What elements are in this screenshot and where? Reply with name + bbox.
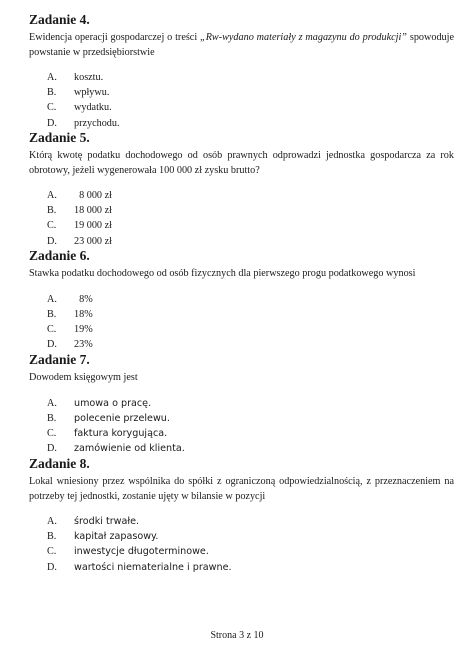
task-8 [29,456,454,575]
answer-list [29,396,454,457]
answer-text: 18 000 zł [74,205,112,217]
answer-text: 18% [74,308,93,320]
answer-letter: D. [47,443,57,455]
task-title: Zadanie 4. [29,12,90,27]
question-quote: „Rw-wydano materiały z magazynu do produkcji” [200,32,407,43]
answer-text: wydatku. [74,102,112,114]
question-text: Ewidencja operacji gospodarczej o treści [29,32,201,43]
task-title: Zadanie 6. [29,248,90,263]
answer-option-d [29,116,454,131]
answer-option-c [29,544,454,559]
answer-text: kosztu. [74,72,104,83]
answer-option-c [29,322,454,337]
answer-letter: D. [47,235,57,247]
answer-letter: A. [47,293,57,305]
answer-option-a [29,188,454,203]
answer-option-b [29,307,454,322]
answer-option-b [29,203,454,218]
task-question: Lokal wniesiony przez wspólnika do spółki z ograniczoną odpowiedzialnością, z przeznaczeniem na potrzeby tej jednostki, zostanie ujęty w bilansie w pozycji [29,476,454,502]
answer-list [29,292,454,353]
question-text: spowoduje powstanie w przedsiębiorstwie [29,32,454,58]
answer-text: kapitał zapasowy. [74,531,159,543]
answer-letter: C. [47,546,57,558]
answer-option-b [29,85,454,100]
task-6 [29,248,454,352]
answer-text: 8 000 zł [74,190,112,201]
answer-option-d [29,560,454,575]
answer-letter: B. [47,87,57,99]
answer-letter: C. [47,323,57,335]
answer-letter: C. [47,102,57,114]
answer-option-b [29,411,454,426]
answer-letter: A. [47,72,57,83]
answer-text: inwestycje długoterminowe. [74,546,209,558]
answer-list [29,514,454,575]
answer-text: 23 000 zł [74,235,112,247]
answer-list [29,188,454,249]
task-question: Dowodem księgowym jest [29,372,138,383]
answer-text: środki trwałe. [74,516,140,527]
answer-option-c [29,218,454,233]
answer-option-a [29,292,454,307]
answer-option-d [29,337,454,352]
answer-text: wpływu. [74,87,110,99]
answer-option-b [29,529,454,544]
answer-letter: C. [47,220,57,232]
answer-letter: D. [47,561,57,573]
task-title: Zadanie 8. [29,456,90,471]
answer-list [29,70,454,131]
answer-letter: B. [47,308,57,320]
answer-option-d [29,441,454,456]
answer-text: zamówienie od klienta. [74,443,185,455]
task-4 [29,12,454,131]
task-5 [29,130,454,249]
answer-option-a [29,70,454,85]
answer-text: polecenie przelewu. [74,412,170,424]
answer-option-a [29,514,454,529]
answer-letter: C. [47,427,57,439]
answer-letter: D. [47,117,57,129]
answer-letter: B. [47,412,57,424]
answer-option-c [29,100,454,115]
answer-letter: A. [47,190,57,201]
answer-letter: B. [47,531,57,543]
task-question: Którą kwotę podatku dochodowego od osób prawnych odprowadzi jednostka gospodarcza za rok obrotowy, jeżeli wygenerowała 100 000 zł zysku brutto? [29,150,454,176]
answer-option-c [29,426,454,441]
answer-text: faktura korygująca. [74,427,168,439]
task-title: Zadanie 7. [29,352,90,367]
answer-text: 23% [74,339,93,351]
answer-text: 19 000 zł [74,220,112,232]
answer-option-d [29,234,454,249]
answer-letter: B. [47,205,57,217]
task-title: Zadanie 5. [29,130,90,145]
answer-letter: A. [47,397,57,409]
task-question: Stawka podatku dochodowego od osób fizycznych dla pierwszego progu podatkowego wynosi [29,268,416,279]
answer-text: wartości niematerialne i prawne. [74,561,232,573]
answer-letter: A. [47,516,57,527]
task-question [29,31,454,60]
answer-text: 8% [74,293,93,305]
answer-letter: D. [47,339,57,351]
page-number: Strona 3 z 10 [210,630,264,641]
answer-option-a [29,396,454,411]
answer-text: przychodu. [74,117,120,129]
task-7 [29,352,454,456]
answer-text: 19% [74,323,93,335]
answer-text: umowa o pracę. [74,397,152,409]
